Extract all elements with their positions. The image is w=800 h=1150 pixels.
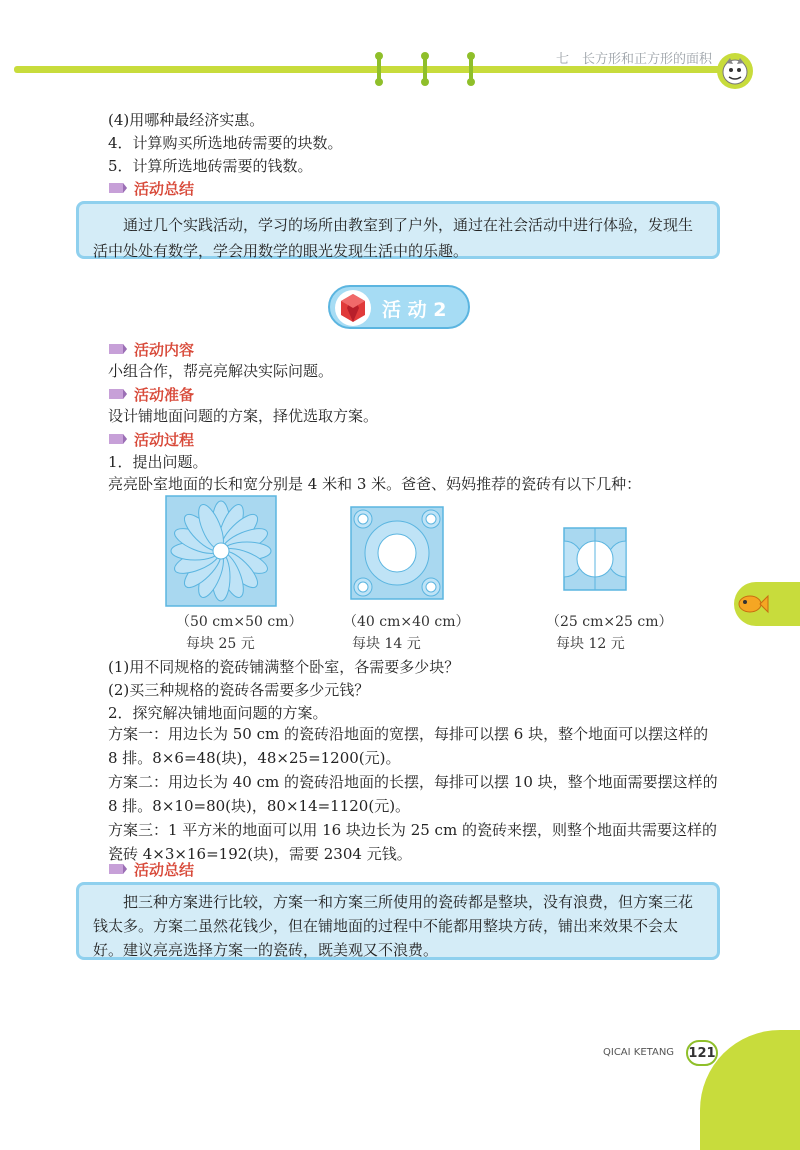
tile-price: 每块 25 元 xyxy=(186,636,255,652)
step-title: 2．探究解决铺地面问题的方案。 xyxy=(108,704,328,722)
tile-size: （50 cm×50 cm） xyxy=(176,614,303,630)
activity-title: 活 动 2 xyxy=(382,299,447,321)
summary-box: 把三种方案进行比较，方案一和方案三所使用的瓷砖都是整块，没有浪费，但方案三花钱太多。方案二虽然花钱少，但在铺地面的过程中不能都用整块方砖，铺出来效果不会太好。建议亮亮选择方案一的瓷砖，既美观又不浪费。 xyxy=(76,882,720,960)
chapter-title: 七 长方形和正方形的面积 xyxy=(556,52,713,67)
tile-price: 每块 14 元 xyxy=(352,636,421,652)
section-heading: 活动准备 xyxy=(108,383,194,405)
section-heading: 活动总结 xyxy=(108,177,194,199)
header-bar xyxy=(14,66,734,73)
activity-badge xyxy=(328,285,470,329)
list-item: 5．计算所选地砖需要的钱数。 xyxy=(108,157,313,175)
tile-size: （25 cm×25 cm） xyxy=(546,614,673,630)
tile-illustration-50cm xyxy=(165,495,277,607)
gem-icon xyxy=(334,289,372,327)
problem-text: 亮亮卧室地面的长和宽分别是 4 米和 3 米。爸爸、妈妈推荐的瓷砖有以下几种： xyxy=(108,475,642,493)
tile-illustration-25cm xyxy=(563,527,627,591)
goldfish-icon xyxy=(734,586,770,622)
pencil-icon xyxy=(108,181,128,195)
tile-size: （40 cm×40 cm） xyxy=(343,614,470,630)
plan-1: 方案一：用边长为 50 cm 的瓷砖沿地面的宽摆，每排可以摆 6 块，整个地面可以摆这样的 8 排。8×6=48(块)，48×25=1200(元)。 xyxy=(108,725,709,767)
list-item: 4．计算购买所选地砖需要的块数。 xyxy=(108,134,343,152)
section-heading: 活动总结 xyxy=(108,858,194,880)
section-heading: 活动过程 xyxy=(108,428,194,450)
section-heading: 活动内容 xyxy=(108,338,194,360)
list-item: (4)用哪种最经济实惠。 xyxy=(108,111,265,129)
question-1: (1)用不同规格的瓷砖铺满整个卧室，各需要多少块？ xyxy=(108,658,460,676)
footer-series: QICAI KETANG xyxy=(603,1047,675,1058)
header-peg xyxy=(375,52,383,86)
plan-2: 方案二：用边长为 40 cm 的瓷砖沿地面的长摆，每排可以摆 10 块，整个地面需要摆这样的 8 排。8×10=80(块)，80×14=1120(元)。 xyxy=(108,773,718,815)
pencil-icon xyxy=(108,342,128,356)
page-number: 121 xyxy=(686,1040,718,1066)
pencil-icon xyxy=(108,432,128,446)
step-title: 1．提出问题。 xyxy=(108,453,208,471)
pencil-icon xyxy=(108,862,128,876)
header-peg xyxy=(421,52,429,86)
plan-3: 方案三：1 平方米的地面可以用 16 块边长为 25 cm 的瓷砖来摆，则整个地面共需要这样的瓷砖 4×3×16=192(块)，需要 2304 元钱。 xyxy=(108,821,717,863)
content-text: 小组合作，帮亮亮解决实际问题。 xyxy=(108,362,334,380)
prep-text: 设计铺地面问题的方案，择优选取方案。 xyxy=(108,407,379,425)
cartoon-mascot-icon xyxy=(716,52,754,90)
tile-price: 每块 12 元 xyxy=(556,636,625,652)
question-2: (2)买三种规格的瓷砖各需要多少元钱？ xyxy=(108,681,370,699)
tile-illustration-40cm xyxy=(350,506,444,600)
summary-box: 通过几个实践活动，学习的场所由教室到了户外，通过在社会活动中进行体验，发现生活中处处有数学，学会用数学的眼光发现生活中的乐趣。 xyxy=(76,201,720,259)
header-peg xyxy=(467,52,475,86)
pencil-icon xyxy=(108,387,128,401)
